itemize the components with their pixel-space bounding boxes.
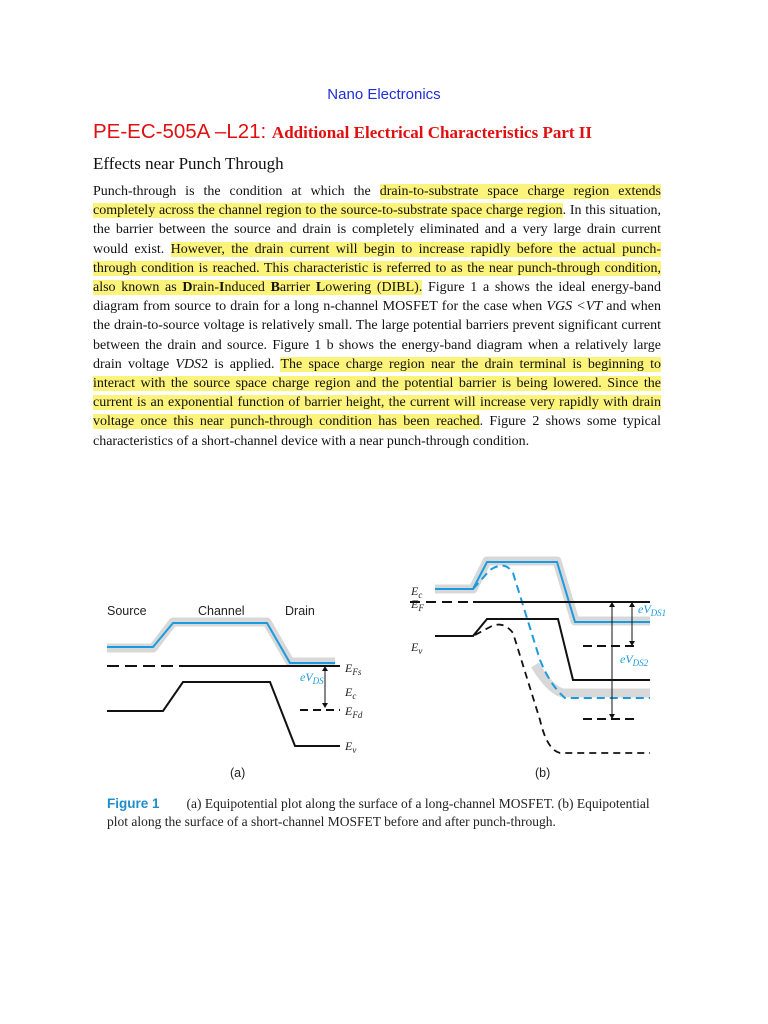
efs-label: $E_{Fs}$ [345, 661, 362, 677]
source-label: Source [107, 604, 147, 618]
text-run: nduced [224, 280, 271, 296]
course-header: Nano Electronics [327, 86, 441, 103]
dibl-letter: I [218, 280, 225, 296]
text-run: and when the drain-to-source voltage is relatively small. The large potential barriers prevent significant current between the drain and source. Figure 1 b shows the energy-band diagram when a relatively large drain voltage [93, 299, 661, 372]
arrow-head [322, 703, 328, 708]
panel-b [410, 561, 666, 780]
text-run: However, the drain current will begin to increase rapidly before the actual punch-through condition is reached. This characteristic is referred to as the near punch-through condition, also known as [93, 241, 661, 296]
text-run: rain- [192, 280, 219, 296]
dibl-letter: L [315, 280, 326, 296]
valence-band-curve [107, 682, 340, 746]
ec-label: $E_c$ [411, 584, 423, 600]
drain-label: Drain [285, 604, 315, 618]
math-vds: VDS [175, 356, 202, 372]
conduction-band-curve [107, 623, 335, 663]
channel-label: Channel [198, 604, 245, 618]
text-run: Punch-through is the condition at which the [93, 184, 380, 199]
ev-label: $E_v$ [345, 739, 357, 755]
highlighted-text: The space charge region near the drain terminal is beginning to interact with the source space charge region and the potential barrier is being lowered. Since the current is an exponential function of barrier height, the current will increase very rapidly with drain voltage once this near punch-through condition has been reached [93, 356, 661, 430]
text-run: is applied. [208, 356, 281, 372]
section-heading: Effects near Punch Through [93, 154, 284, 173]
text-run: . In this situation, the barrier between the source and drain is completely eliminated and a very large drain current would exist. [93, 203, 661, 257]
ec-label: $E_c$ [345, 685, 357, 701]
text-run: Figure 1 a shows the ideal energy-band diagram from source to drain for a long n-channel MOSFET for the case when [93, 280, 661, 315]
evds-label: $eV_{DS}$ [300, 670, 324, 686]
ef-label: $E_F$ [411, 597, 424, 613]
math-vds-index: 2 [201, 356, 209, 372]
panel-a-label: (a) [230, 766, 246, 780]
caption-text: (a) Equipotential plot along the surface of a long-channel MOSFET. (b) Equipotential plot along the surface of a short-channel MOSFET before and after punch-through. [107, 796, 650, 829]
text-run: arrier [279, 280, 316, 296]
efd-label: $E_{Fd}$ [345, 704, 363, 720]
highlighted-text: drain-to-substrate space charge region extends completely across the channel region to the source-to-substrate space charge region [93, 184, 661, 219]
dibl-letter: D [182, 280, 193, 296]
text-run: . [418, 280, 423, 296]
math-vgs: VGS <VT [546, 299, 603, 315]
energy-band-figure [95, 545, 685, 790]
lecture-title [93, 120, 592, 144]
figure-label: Figure 1 [107, 796, 160, 811]
equipotential-band [435, 561, 650, 621]
text-run: . Figure 2 shows some typical characteristics of a short-channel device with a near punch-through condition. [93, 414, 661, 449]
equipotential-band [107, 622, 335, 662]
body-paragraph [93, 182, 661, 451]
evds2-label: $eV_{DS2}$ [620, 652, 649, 668]
lecture-topic: Additional Electrical Characteristics Part II [271, 123, 593, 142]
ev-label: $E_v$ [411, 640, 423, 656]
panel-b-label: (b) [535, 766, 551, 780]
dibl-letter: B [270, 280, 280, 296]
evds1-label: $eV_{DS1}$ [638, 602, 667, 618]
panel-a [107, 604, 363, 780]
figure-caption [107, 795, 667, 831]
lecture-code: PE-EC-505A –L21: [93, 120, 272, 143]
text-run: owering (DIBL) [325, 280, 419, 296]
